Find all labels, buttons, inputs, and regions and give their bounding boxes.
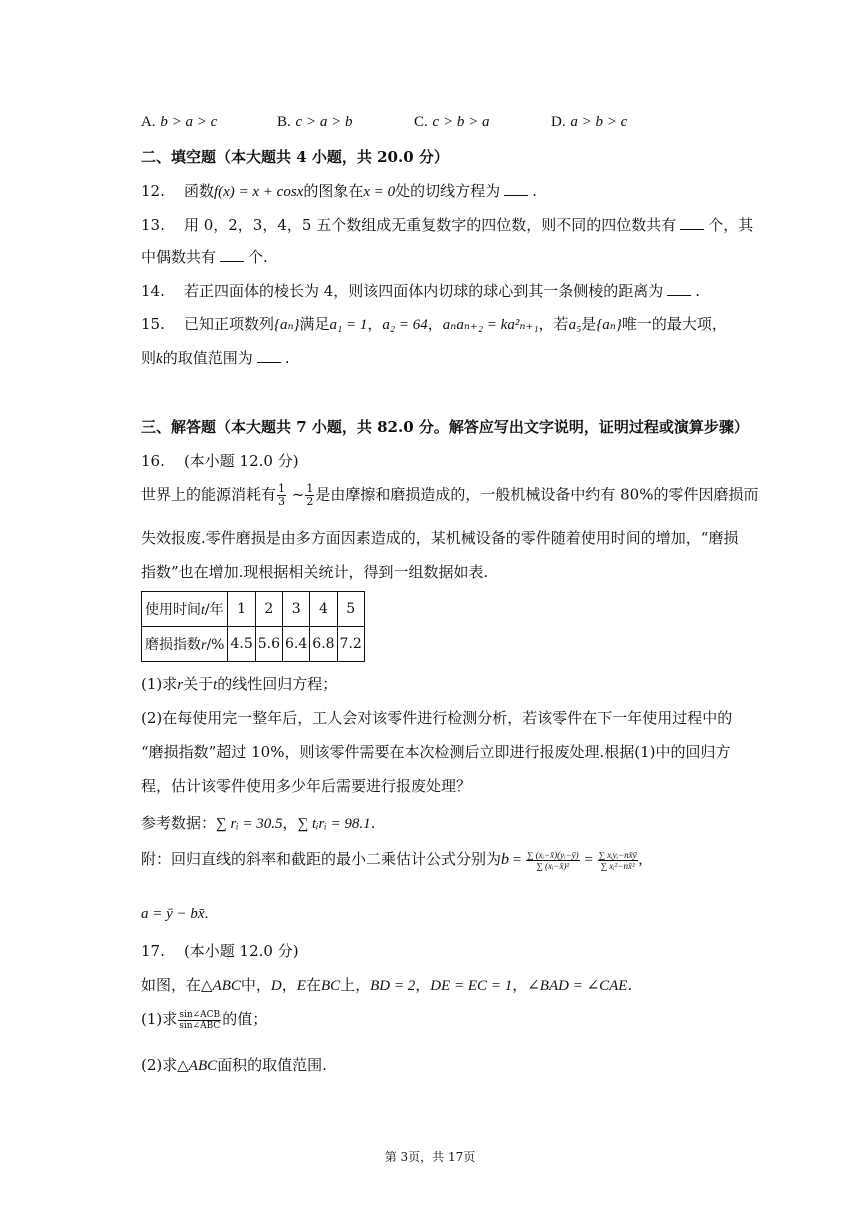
question-number: 16. [141, 452, 165, 470]
answer-blank [667, 283, 691, 296]
label: 磨损指数 [145, 637, 201, 653]
question-16-para1 [141, 483, 758, 508]
text: 如图，在△ [141, 976, 213, 994]
question-13-line2 [141, 246, 268, 267]
numerator: ∑ xᵢyᵢ−nx̄ȳ [598, 849, 637, 860]
denominator: 3 [278, 495, 286, 508]
table-header-cell [142, 592, 228, 627]
question-13 [141, 214, 753, 235]
question-12 [141, 180, 537, 201]
text: ， [512, 976, 528, 994]
choice-d [551, 112, 627, 131]
text: 函数 [183, 182, 214, 200]
table-cell: 6.8 [310, 627, 337, 662]
text: 的值； [222, 1010, 268, 1028]
label: 使用时间 [145, 602, 201, 618]
fraction-formula-1 [526, 850, 580, 871]
numerator: sin∠ACB [179, 1009, 221, 1020]
answer-blank [220, 249, 244, 262]
question-16-para3: 指数”也在增加.现根据相关统计，得到一组数据如表. [141, 563, 489, 581]
answer-blank [257, 350, 281, 363]
denominator: ∑ xᵢ²−nx̄² [600, 860, 635, 871]
text: 个，其 [708, 216, 754, 234]
text: 世界上的能源消耗有 [141, 485, 277, 504]
math: D [270, 978, 282, 994]
question-16-formula: 附：回归直线的斜率和截距的最小二乘估计公式分别为b = $\frac{\text{∑ (xᵢ−x̄)(yᵢ−ȳ)}}{\text{∑ (xᵢ−x̄)²}}$ = $\frac{\text{∑ xᵢyᵢ−nx̄ȳ}}{\text{∑ xᵢ²−nx̄²}}$ , [141, 849, 643, 871]
math: a = ȳ − bx̄ [141, 906, 205, 922]
question-number: 14. [141, 282, 165, 300]
text: (2)求△ [141, 1056, 189, 1074]
choice-expr: a > b > c [570, 114, 628, 130]
choice-expr: c > a > b [295, 114, 353, 130]
unit: /% [206, 637, 225, 653]
choice-c [414, 112, 489, 131]
math: a₂ = 64 [382, 317, 428, 333]
data-table [141, 591, 365, 662]
text: . [532, 182, 537, 200]
math: x = 0 [363, 184, 396, 200]
numerator: 1 [278, 482, 286, 495]
text: ， [367, 315, 383, 333]
denominator: ∑ (xᵢ−x̄)² [536, 860, 570, 871]
math: f(x) = x + cosx [213, 184, 304, 200]
math: ABC [188, 1058, 218, 1074]
question-15 [141, 313, 727, 334]
math: a₅ [568, 317, 582, 333]
fraction-one-half [305, 483, 314, 508]
page-footer: 第 3页，共 17页 [384, 1150, 476, 1164]
math-b-hat: b [501, 851, 510, 868]
choice-letter: B. [277, 114, 291, 130]
math: E [296, 978, 306, 994]
section-3-title: 三、解答题（本大题共 7 小题，共 82.0 分。解答应写出文字说明，证明过程或演算步骤） [141, 418, 749, 436]
table-cell: 7.2 [337, 627, 364, 662]
question-number: 15. [141, 315, 165, 333]
denominator: sin∠ABC [179, 1020, 221, 1031]
math: t [213, 677, 218, 693]
question-17-sub2 [141, 1054, 327, 1075]
text: 则 [141, 349, 157, 367]
math: {aₙ} [273, 317, 300, 333]
text: 是 [581, 315, 597, 333]
numerator: ∑ (xᵢ−x̄)(yᵢ−ȳ) [526, 849, 579, 860]
question-number: 12. [141, 182, 165, 200]
text: ， [282, 814, 298, 832]
text: ，若 [538, 315, 569, 333]
question-16-sub2-line3: 程，估计该零件使用多少年后需要进行报废处理？ [141, 777, 472, 795]
question-17-sub1 [141, 1008, 267, 1031]
table-header-cell [142, 627, 228, 662]
unit: /年 [204, 602, 224, 618]
math: r [177, 677, 184, 693]
math: aₙaₙ₊₂ = ka²ₙ₊₁ [442, 317, 539, 333]
math: BD = 2 [370, 978, 416, 994]
choice-expr: b > a > c [160, 114, 218, 130]
text: 满足 [299, 315, 330, 333]
choice-letter: A. [141, 114, 156, 130]
choice-expr: c > b > a [432, 114, 490, 130]
table-cell: 5 [337, 592, 364, 627]
text: 中偶数共有 [141, 248, 217, 266]
question-number: 17. [141, 942, 165, 960]
text: 参考数据： [141, 814, 217, 832]
table-cell: 2 [255, 592, 282, 627]
text: . [695, 282, 701, 300]
math: {aₙ} [596, 317, 622, 333]
text: (1)求 [141, 675, 178, 693]
text: . [370, 814, 376, 832]
text: . [627, 976, 633, 994]
math: k [156, 351, 163, 367]
table-cell: 3 [283, 592, 310, 627]
answer-blank [680, 217, 704, 230]
question-16-reference-data [141, 812, 375, 833]
text: 的线性回归方程； [217, 675, 338, 693]
fraction-formula-2 [598, 850, 638, 871]
question-16-sub2-line2: “磨损指数”超过 10%，则该零件需要在本次检测后立即进行报废处理.根据(1)中的回归方 [141, 743, 731, 761]
question-score: (本小题 12.0 分) [183, 942, 299, 960]
question-16-sub2-line1: (2)在每使用完一整年后，工人会对该零件进行检测分析，若该零件在下一年使用过程中的 [141, 709, 733, 727]
fraction-sin-ratio [178, 1010, 221, 1031]
text: 唯一的最大项， [621, 315, 727, 333]
table-row [142, 592, 365, 627]
text: 中， [240, 976, 271, 994]
text: 关于 [183, 675, 214, 693]
math: ∠BAD = ∠CAE [527, 978, 628, 994]
question-17-para [141, 974, 632, 995]
text: 附：回归直线的斜率和截距的最小二乘估计公式分别为 [141, 850, 502, 868]
denominator: 2 [306, 495, 314, 508]
text: ~ [287, 485, 305, 504]
text: (1)求 [141, 1010, 178, 1028]
table-cell: 4.5 [228, 627, 255, 662]
math: a₁ = 1 [329, 317, 368, 333]
question-score: (本小题 12.0 分) [183, 452, 299, 470]
choice-a [141, 112, 217, 131]
text: 个. [248, 248, 268, 266]
question-17-header [141, 940, 299, 961]
math: DE = EC = 1 [430, 978, 513, 994]
question-16-sub1 [141, 673, 337, 694]
text: 已知正项数列 [183, 315, 274, 333]
text: 用 0，2，3，4，5 五个数组成无重复数字的四位数，则不同的四位数共有 [183, 216, 677, 234]
question-16-intercept-formula: a = ȳ − bx̄. [141, 906, 209, 922]
choice-b [277, 112, 352, 131]
math: BC [320, 978, 341, 994]
table-cell: 1 [228, 592, 255, 627]
text: 在 [305, 976, 321, 994]
text: 上， [340, 976, 371, 994]
section-2-title: 二、填空题（本大题共 4 小题，共 20.0 分） [141, 148, 449, 166]
question-16-header [141, 450, 299, 471]
text: ， [427, 315, 443, 333]
var: r [201, 638, 207, 653]
table-row [142, 627, 365, 662]
fraction-one-third [277, 483, 286, 508]
table-cell: 6.4 [283, 627, 310, 662]
text: 处的切线方程为 [395, 182, 501, 200]
text: ， [281, 976, 297, 994]
table-cell: 5.6 [255, 627, 282, 662]
question-14 [141, 280, 700, 301]
answer-blank [504, 183, 528, 196]
text: 若正四面体的棱长为 4，则该四面体内切球的球心到其一条侧棱的距离为 [183, 282, 664, 300]
table-cell: 4 [310, 592, 337, 627]
choice-letter: D. [551, 114, 566, 130]
text: 是由摩擦和磨损造成的，一般机械设备中约有 80%的零件因磨损而 [315, 485, 759, 504]
numerator: 1 [306, 482, 314, 495]
text: 的图象在 [303, 182, 364, 200]
math: ∑ tᵢrᵢ = 98.1 [297, 816, 371, 832]
math: ∑ rᵢ = 30.5 [216, 816, 283, 832]
question-15-line2 [141, 347, 289, 368]
text: ， [415, 976, 431, 994]
math: ABC [212, 978, 241, 994]
choice-letter: C. [414, 114, 428, 130]
text: . [284, 349, 290, 367]
text: 的取值范围为 [162, 349, 253, 367]
var: t [201, 603, 205, 618]
text: 面积的取值范围. [217, 1056, 327, 1074]
question-number: 13. [141, 216, 165, 234]
question-16-para2: 失效报废.零件磨损是由多方面因素造成的，某机械设备的零件随着使用时间的增加，“磨损 [141, 529, 739, 547]
